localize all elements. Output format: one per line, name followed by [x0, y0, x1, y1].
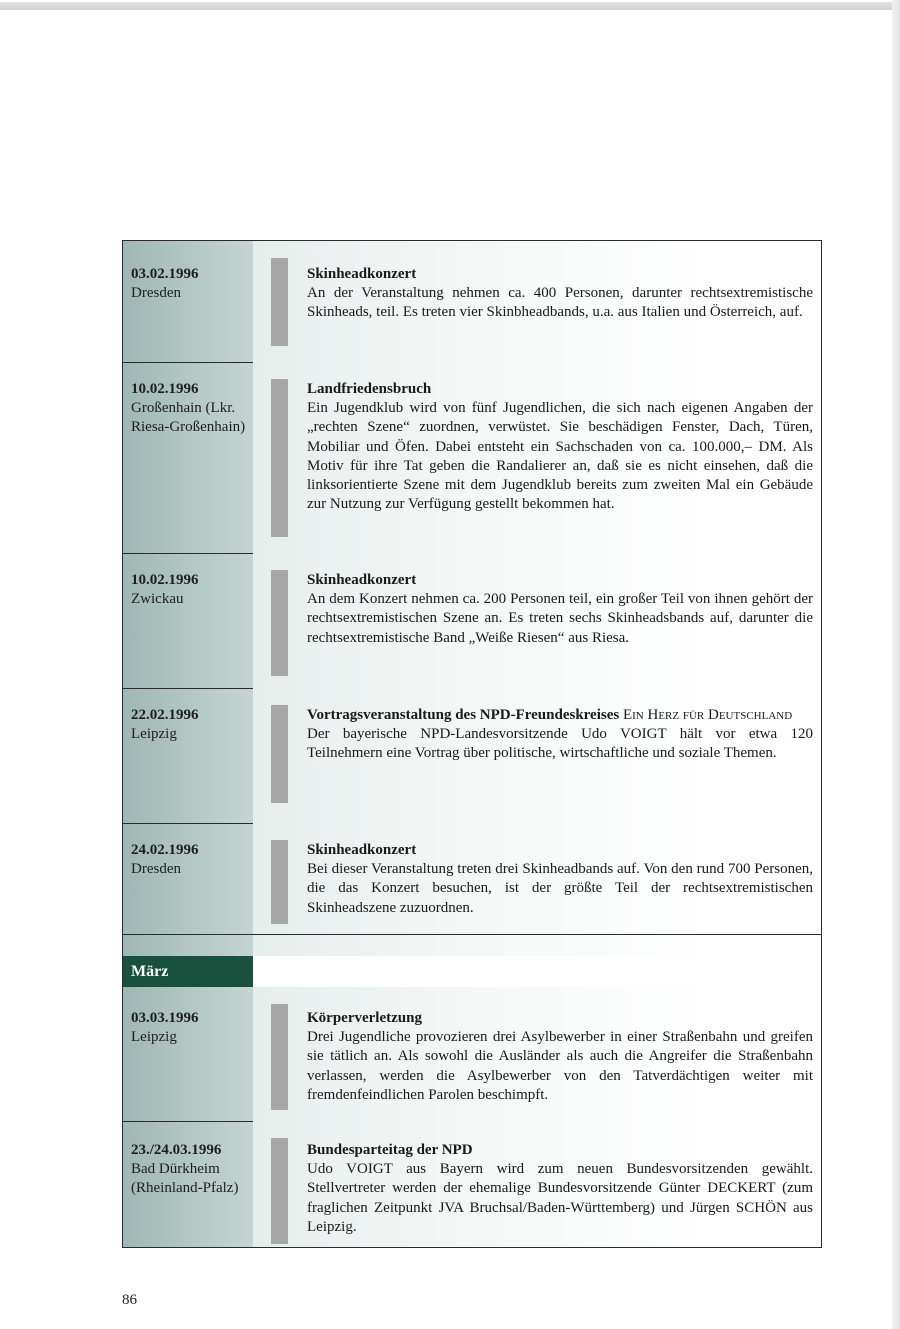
marker-bar [271, 705, 288, 803]
entry-body: Der bayerische NPD-Landesvorsitzende Udo VOIGT hält vor etwa 120 Teilnehmern eine Vortrag über politische, wirtschaftliche und soziale Themen. [307, 726, 813, 762]
month-header: März [123, 956, 253, 987]
entry-date: 10.02.1996 [131, 572, 199, 588]
entry-heading: Skinheadkonzert [307, 266, 417, 282]
entry-date-place [131, 706, 249, 744]
table-row [123, 823, 821, 956]
entry-place: Leipzig [131, 726, 177, 742]
entry-heading: Skinheadkonzert [307, 842, 417, 858]
marker-bar [271, 570, 288, 676]
entry-date: 03.03.1996 [131, 1010, 199, 1026]
marker-bar [271, 1004, 288, 1110]
entry-place: Dresden [131, 285, 181, 301]
entry-body: Bei dieser Veranstaltung treten drei Skinheadbands auf. Von den rund 700 Personen, die das Konzert besuchen, ist der größte Teil der rechtsextremistischen Skinheadszene zuzuordnen. [307, 861, 813, 916]
entry-date-place [131, 1009, 249, 1047]
table-row [123, 553, 821, 689]
entry-text [307, 841, 813, 918]
entry-date-place [131, 265, 249, 303]
entry-place: Großenhain (Lkr. Riesa-Großenhain) [131, 400, 246, 435]
row-divider [123, 934, 821, 935]
table-row [123, 362, 821, 554]
entry-text [307, 706, 813, 764]
entry-text [307, 380, 813, 514]
table-row [123, 987, 821, 1122]
marker-bar [271, 840, 288, 924]
scan-top-edge [0, 2, 892, 10]
entry-heading: Bundesparteitag der NPD [307, 1142, 473, 1158]
chronology-table [122, 240, 822, 1248]
marker-bar [271, 1138, 288, 1244]
entry-heading: Landfriedensbruch [307, 381, 432, 397]
entry-place: Dresden [131, 861, 181, 877]
entry-text [307, 1141, 813, 1237]
entry-body: An dem Konzert nehmen ca. 200 Personen teil, ein großer Teil von ihnen gehört der rechtsextremistischen Szene an. Es treten sechs Skinheadsbands auf, darunter die rechtsextremistische Band „Weiße Riesen“ aus Riesa. [307, 591, 813, 646]
entry-date: 23./24.03.1996 [131, 1142, 222, 1158]
entry-heading: Körperverletzung [307, 1010, 422, 1026]
entry-text [307, 265, 813, 323]
entry-text [307, 571, 813, 648]
marker-bar [271, 379, 288, 537]
entry-date-place [131, 571, 249, 609]
entry-body: Ein Jugendklub wird von fünf Jugendlichen, die sich nach eigenen Angaben der „rechten Szene“ zuordnen, verwüstet. Sie beschädigen Fenster, Dach, Türen, Mobiliar und Öfen. Dabei entsteht ein Sachschaden von ca. 100.000,– DM. Als Motiv für ihre Tat geben die Randalierer an, daß sie es nicht einsehen, daß die linksorientierte Szene mit dem Jugendklub bereits zum zweiten Mal ein Gebäude zur Nutzung zur Verfügung gestellt bekommen hat. [307, 400, 813, 513]
entry-date: 03.02.1996 [131, 266, 199, 282]
table-row [123, 241, 821, 363]
entry-heading-extra: Ein Herz für Deutschland [622, 707, 793, 723]
page-number: 86 [122, 1292, 137, 1308]
entry-heading: Skinheadkonzert [307, 572, 417, 588]
entry-body: An der Veranstaltung nehmen ca. 400 Personen, darunter rechtsextremistische Skinheads, teil. Es treten vier Skinbheadbands, u.a. aus Italien und Österreich, auf. [307, 285, 813, 321]
table-row [123, 688, 821, 824]
entry-date-place [131, 380, 249, 437]
entry-date: 22.02.1996 [131, 707, 199, 723]
entry-heading: Vortragsveranstaltung des NPD-Freundeskreises Ein Herz für Deutschland [307, 707, 793, 723]
entry-place: Bad Dürkheim (Rheinland-Pfalz) [131, 1161, 239, 1196]
entry-date-place [131, 1141, 249, 1198]
entry-date: 10.02.1996 [131, 381, 199, 397]
entry-date-place [131, 841, 249, 879]
table-row [123, 1121, 821, 1247]
entry-place: Leipzig [131, 1029, 177, 1045]
marker-bar [271, 258, 288, 346]
entry-text [307, 1009, 813, 1105]
entry-body: Udo VOIGT aus Bayern wird zum neuen Bundesvorsitzenden gewählt. Stellvertreter werden der ehemalige Bundesvorsitzende Günter DECKERT (zum fraglichen Zeitpunkt JVA Bruchsal/Baden-Württemberg) und Jürgen SCHÖN aus Leipzig. [307, 1161, 813, 1235]
entry-place: Zwickau [131, 591, 184, 607]
entry-body: Drei Jugendliche provozieren drei Asylbewerber in einer Straßenbahn und greifen sie tätlich an. Als sowohl die Ausländer als auch die Angreifer die Straßenbahn verlassen, werden die Asylbewerber von den Tatverdächtigen weiter mit fremdenfeindlichen Parolen beschimpft. [307, 1029, 813, 1103]
entry-date: 24.02.1996 [131, 842, 199, 858]
scan-right-edge [892, 0, 900, 1329]
